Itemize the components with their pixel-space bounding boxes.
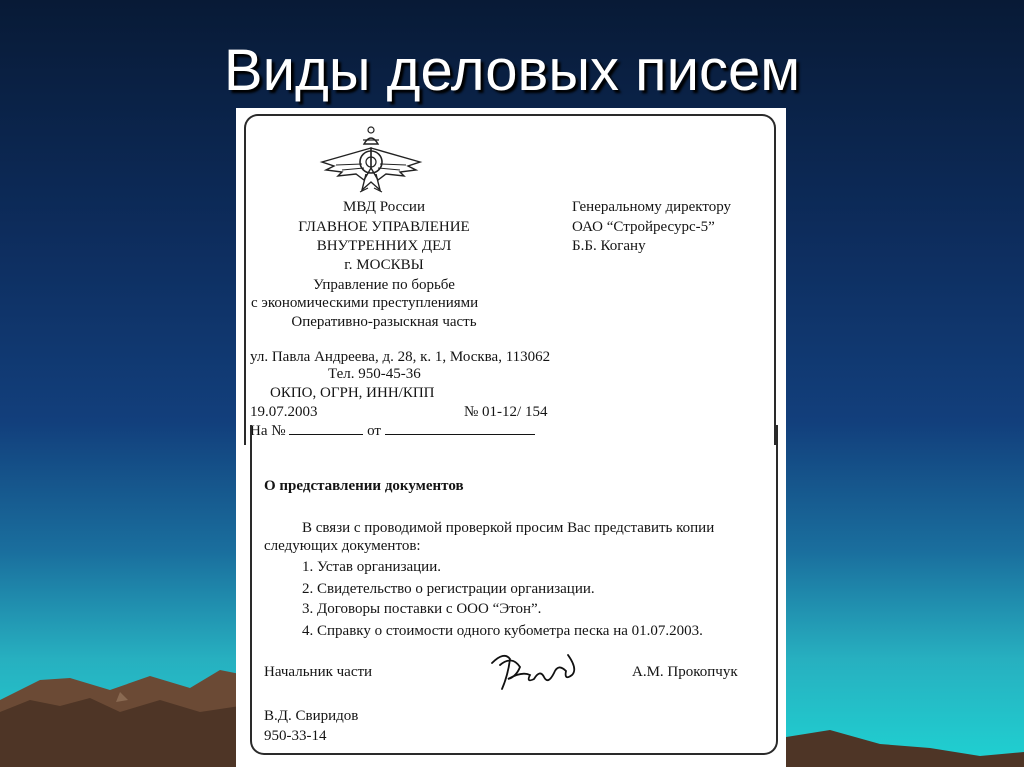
letter-subject: О представлении документов — [264, 478, 464, 494]
recipient-line-1: Генеральному директору — [572, 199, 732, 215]
letter-body-sheet — [236, 445, 786, 767]
sender-phone: Тел. 950-45-36 — [328, 366, 421, 382]
letter-date: 19.07.2003 — [250, 404, 318, 420]
sender-dept-line-1: Управление по борьбе — [313, 277, 455, 293]
eagle-emblem-icon — [312, 118, 430, 198]
recipient-line-3: Б.Б. Когану — [572, 238, 646, 254]
signoff-name: А.М. Прокопчук — [632, 664, 738, 680]
sender-org-line-3: ВНУТРЕННИХ ДЕЛ — [316, 238, 452, 254]
sender-dept-line-2: с экономическими преступлениями — [251, 295, 479, 311]
list-item: 3. Договоры поставки с ООО “Этон”. — [302, 601, 542, 617]
sender-address: ул. Павла Андреева, д. 28, к. 1, Москва, 113062 — [250, 349, 551, 365]
sender-dept-line-3: Оперативно-разыскная часть — [291, 314, 477, 330]
list-item: 2. Свидетельство о регистрации организации. — [302, 581, 595, 597]
recipient-line-2: ОАО “Стройресурс-5” — [572, 219, 715, 235]
list-item: 4. Справку о стоимости одного кубометра песка на 01.07.2003. — [302, 623, 703, 639]
sender-org-line-4: г. МОСКВЫ — [344, 257, 424, 273]
body-intro-line-1: В связи с проводимой проверкой просим Вас представить копии — [302, 520, 715, 536]
body-intro-line-2: следующих документов: — [264, 538, 421, 554]
sender-org-line-1: МВД России — [343, 199, 425, 215]
reference-from: от — [367, 423, 381, 439]
sender-org-line-2: ГЛАВНОЕ УПРАВЛЕНИЕ — [298, 219, 470, 235]
executor-name: В.Д. Свиридов — [264, 708, 359, 724]
list-item: 1. Устав организации. — [302, 559, 441, 575]
slide-title: Виды деловых писем — [223, 38, 801, 103]
letter-number: № 01-12/ 154 — [464, 404, 548, 420]
reference-prefix: На № — [250, 423, 286, 439]
executor-phone: 950-33-14 — [264, 728, 327, 744]
sender-codes: ОКПО, ОГРН, ИНН/КПП — [270, 385, 435, 401]
signature-icon — [486, 645, 582, 695]
signoff-position: Начальник части — [264, 664, 373, 680]
letter-header-sheet — [236, 108, 786, 448]
